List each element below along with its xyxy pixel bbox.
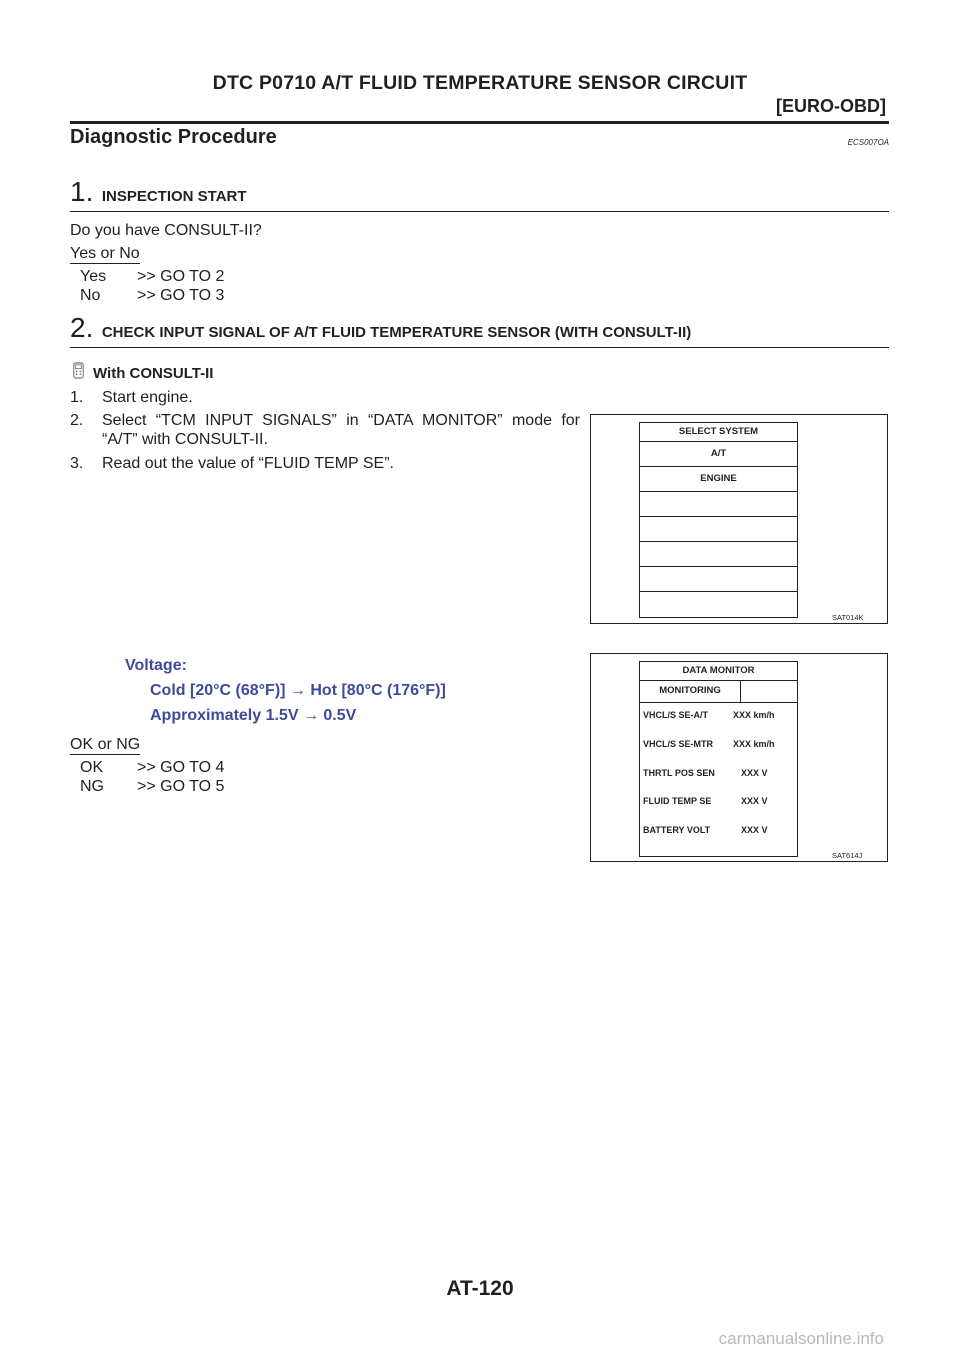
figure-2-code: SAT614J	[832, 851, 863, 860]
step-2-title: CHECK INPUT SIGNAL OF A/T FLUID TEMPERATURE SENSOR (WITH CONSULT-II)	[101, 324, 692, 341]
step-1-heading	[70, 178, 247, 206]
step-2-heading	[70, 314, 691, 342]
select-system-row-empty	[640, 541, 797, 567]
monitor-row-value: XXX km/h	[733, 739, 775, 749]
section-code: ECS007OA	[847, 138, 889, 147]
figure-1-code: SAT014K	[832, 613, 864, 622]
step-1-answer-no-action: >> GO TO 3	[137, 287, 225, 304]
monitor-row-name: VHCL/S SE-A/T	[643, 710, 709, 720]
procedure-item-2-text-line1: Select “TCM INPUT SIGNALS” in “DATA MONITOR” mode for	[102, 412, 580, 429]
monitor-row-name: THRTL POS SEN	[643, 768, 715, 778]
procedure-item-1-number: 1.	[70, 389, 84, 406]
monitor-row-value: XXX V	[741, 768, 768, 778]
spec-value: Approximately 1.5V → 0.5V	[150, 707, 357, 724]
page-number: AT-120	[446, 1277, 514, 1300]
page-header-title: DTC P0710 A/T FLUID TEMPERATURE SENSOR CIRCUIT	[212, 72, 748, 94]
consult-tester-icon	[70, 362, 87, 384]
section-title: Diagnostic Procedure	[70, 126, 277, 148]
monitor-row-value: XXX V	[741, 796, 768, 806]
step-2-answer-ng-label: NG	[80, 778, 104, 795]
step-2-choice-heading: OK or NG	[70, 736, 141, 753]
procedure-item-2-text-line2: “A/T” with CONSULT-II.	[102, 431, 268, 448]
figure-data-monitor	[590, 653, 888, 862]
step-1-title: INSPECTION START	[101, 188, 247, 205]
watermark: carmanualsonline.info	[718, 1329, 884, 1348]
monitor-row-name: VHCL/S SE-MTR	[643, 739, 714, 749]
step-2-answer-ok-action: >> GO TO 4	[137, 759, 225, 776]
step-2-number: 2.	[70, 312, 94, 343]
page-header-subtitle: [EURO-OBD]	[776, 96, 886, 116]
select-system-title: SELECT SYSTEM	[640, 423, 797, 442]
method-label: With CONSULT-II	[93, 365, 214, 382]
select-system-row-empty	[640, 566, 797, 592]
spec-label: Voltage:	[125, 657, 187, 674]
select-system-row-empty	[640, 591, 797, 616]
select-system-row-empty	[640, 516, 797, 542]
step-1-answer-yes-action: >> GO TO 2	[137, 268, 225, 285]
step-1-question: Do you have CONSULT-II?	[70, 222, 262, 239]
procedure-item-2-number: 2.	[70, 412, 84, 429]
spec-condition: Cold [20°C (68°F)] → Hot [80°C (176°F)]	[150, 682, 446, 699]
select-system-row-at: A/T	[640, 441, 797, 467]
step-1-choice-heading: Yes or No	[70, 245, 140, 262]
monitoring-tab: MONITORING	[640, 680, 741, 702]
step-1-rule	[70, 211, 889, 212]
data-monitor-panel	[639, 661, 798, 857]
select-system-row-empty	[640, 491, 797, 517]
step-1-answer-no-label: No	[80, 287, 101, 304]
select-system-panel	[639, 422, 798, 618]
data-monitor-title: DATA MONITOR	[640, 662, 797, 681]
step-1-number: 1.	[70, 176, 94, 207]
procedure-item-1-text: Start engine.	[102, 389, 193, 406]
monitor-row-name: BATTERY VOLT	[643, 825, 711, 835]
step-2-answer-ok-label: OK	[80, 759, 104, 776]
select-system-row-engine: ENGINE	[640, 466, 797, 492]
procedure-item-3-number: 3.	[70, 455, 84, 472]
step-2-rule	[70, 347, 889, 348]
step-1-answer-yes-label: Yes	[80, 268, 107, 285]
figure-select-system	[590, 414, 888, 624]
header-rule	[70, 121, 889, 124]
monitor-row-value: XXX km/h	[733, 710, 775, 720]
step-2-answer-ng-action: >> GO TO 5	[137, 778, 225, 795]
data-monitor-tab-row	[640, 680, 797, 703]
procedure-item-3-text: Read out the value of “FLUID TEMP SE”.	[102, 455, 394, 472]
monitor-row-name: FLUID TEMP SE	[643, 796, 712, 806]
monitor-row-value: XXX V	[741, 825, 768, 835]
